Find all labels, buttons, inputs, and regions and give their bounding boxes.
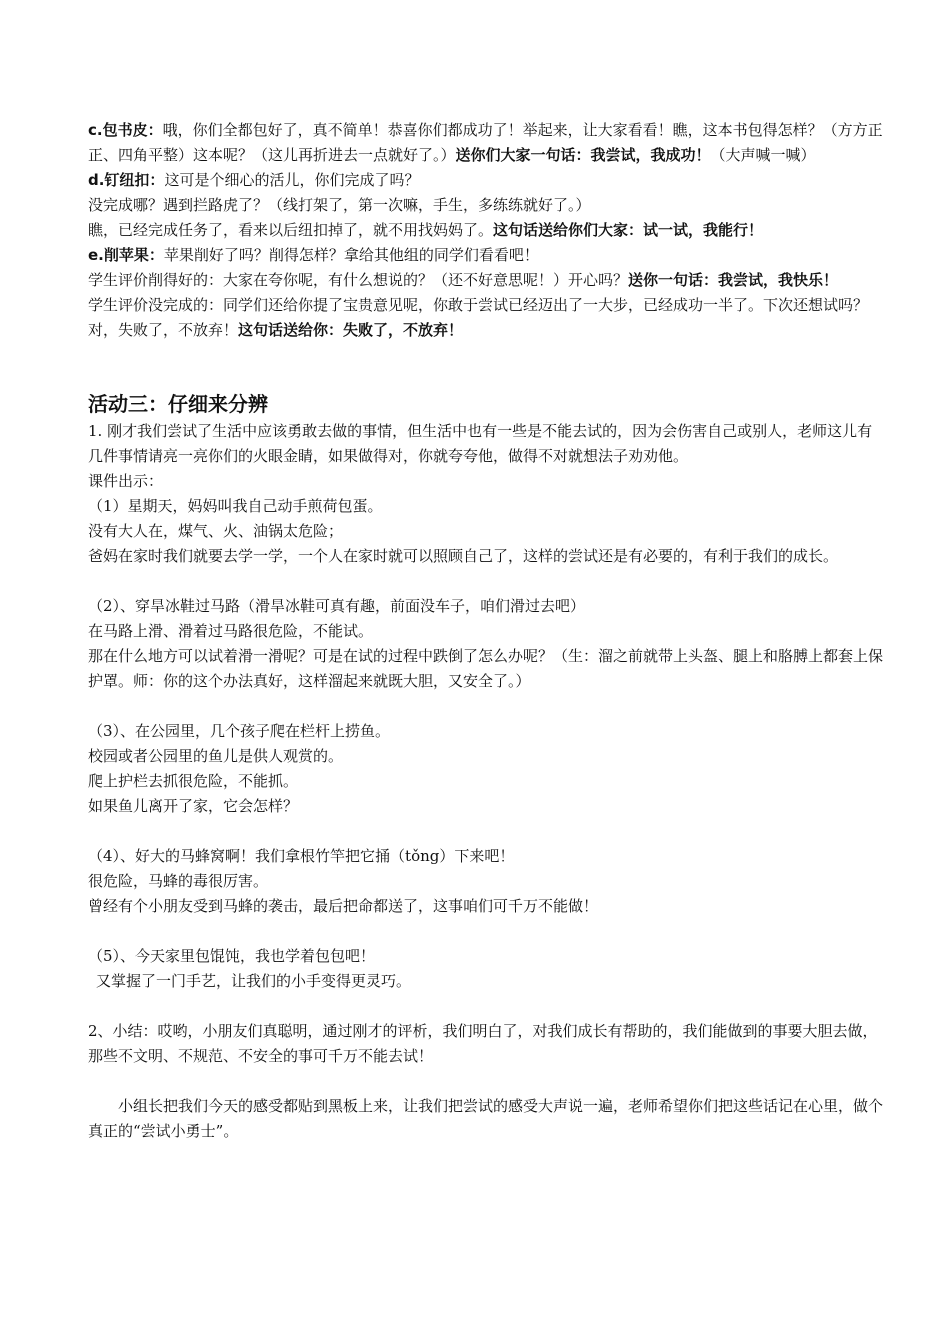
item4-line: （4）、好大的马蜂窝啊！我们拿根竹竿把它捅（tǒng）下来吧！: [88, 847, 515, 865]
document-page: [88, 118, 886, 1144]
paragraph-c: [88, 118, 886, 168]
item4-line: 曾经有个小朋友受到马蜂的袭击，最后把命都送了，这事咱们可千万不能做！: [88, 897, 599, 915]
item1-line: （1）星期天，妈妈叫我自己动手煎荷包蛋。: [88, 497, 383, 515]
item3-line: 校园或者公园里的鱼儿是供人观赏的。: [88, 747, 344, 765]
item2-line: 那在什么地方可以试着滑一滑呢？可是在试的过程中跌倒了怎么办呢？（生：溜之前就带上头盔、腿上和胳膊上都套上保护罩。师：你的这个办法真好，这样溜起来就既大胆，又安全了。）: [88, 647, 884, 690]
spacer: [88, 919, 886, 944]
item5-line: 又掌握了一门手艺，让我们的小手变得更灵巧。: [96, 972, 412, 990]
label-e: e.削苹果：: [88, 246, 164, 264]
paragraph-d2: 没完成哪？遇到拦路虎了？（线打架了，第一次嘛，手生，多练练就好了。）: [88, 196, 591, 214]
bold-e3: 这句话送给你：失败了，不放弃！: [238, 321, 464, 339]
paragraph-e3: [88, 293, 886, 343]
courseware-label: 课件出示：: [88, 472, 164, 490]
item4-line: 很危险，马蜂的毒很厉害。: [88, 872, 269, 890]
text-d3: 瞧，已经完成任务了，看来以后纽扣掉了，就不用找妈妈了。: [88, 221, 494, 239]
bold-d3: 这句话送给你们大家：试一试，我能行！: [493, 221, 764, 239]
spacer: [88, 1069, 886, 1094]
spacer: [88, 343, 886, 389]
activity3-intro: 1. 刚才我们尝试了生活中应该勇敢去做的事情，但生活中也有一些是不能去试的，因为会伤害自己或别人，老师这儿有几件事情请亮一亮你们的火眼金睛，如果做得对，你就夸夸他，做得不对就想法子劝劝他。: [88, 422, 873, 465]
text-c1: 哦，你们全都包好了，真不简单！恭喜你们都成功了！举起来，让大家看看！瞧，这本书包得怎样？（方方正正、四角平整）这本呢？（这儿再折进去一点就好了。）: [88, 121, 883, 164]
paragraph-d3: [88, 218, 886, 243]
text-e2: 学生评价削得好的：大家在夸你呢，有什么想说的？（还不好意思呢！）开心吗？: [88, 271, 629, 289]
label-c: c.包书皮：: [88, 121, 163, 139]
item1-line: 没有大人在，煤气、火、油锅太危险；: [88, 522, 344, 540]
paragraph-e2: [88, 268, 886, 293]
item2-line: （2）、穿旱冰鞋过马路（滑旱冰鞋可真有趣，前面没车子，咱们滑过去吧）: [88, 597, 586, 615]
text-e3: 学生评价没完成的：同学们还给你提了宝贵意见呢，你敢于尝试已经迈出了一大步，已经成功一半了。下次还想试吗？对，失败了，不放弃！: [88, 296, 869, 339]
text-c2: （大声喊一喊）: [710, 146, 816, 164]
spacer: [88, 994, 886, 1019]
spacer: [88, 694, 886, 719]
item1-line: 爸妈在家时我们就要去学一学，一个人在家时就可以照顾自己了，这样的尝试还是有必要的，有利于我们的成长。: [88, 547, 839, 565]
text-e1: 苹果削好了吗？削得怎样？拿给其他组的同学们看看吧！: [163, 246, 539, 264]
paragraph-e1: [88, 243, 886, 268]
item5-line: （5）、今天家里包馄饨，我也学着包包吧！: [88, 947, 376, 965]
bold-e2: 送你一句话：我尝试，我快乐！: [628, 271, 839, 289]
bold-c: 送你们大家一句话：我尝试，我成功！: [455, 146, 711, 164]
label-d: d.钉纽扣：: [88, 171, 165, 189]
spacer: [88, 569, 886, 594]
text-d1: 这可是个细心的活儿，你们完成了吗？: [164, 171, 420, 189]
item3-line: 爬上护栏去抓很危险，不能抓。: [88, 772, 299, 790]
paragraph-d1: [88, 168, 886, 193]
closing-paragraph: 小组长把我们今天的感受都贴到黑板上来，让我们把尝试的感受大声说一遍，老师希望你们把这些话记在心里，做个真正的“尝试小勇士”。: [88, 1097, 884, 1140]
activity3-title: 活动三：仔细来分辨: [88, 392, 268, 416]
summary-paragraph: 2、小结：哎哟，小朋友们真聪明，通过刚才的评析，我们明白了，对我们成长有帮助的，我们能做到的事要大胆去做，那些不文明、不规范、不安全的事可千万不能去试！: [88, 1022, 878, 1065]
item3-line: （3）、在公园里，几个孩子爬在栏杆上捞鱼。: [88, 722, 391, 740]
spacer: [88, 819, 886, 844]
item2-line: 在马路上滑、滑着过马路很危险，不能试。: [88, 622, 374, 640]
item3-line: 如果鱼儿离开了家，它会怎样？: [88, 797, 299, 815]
